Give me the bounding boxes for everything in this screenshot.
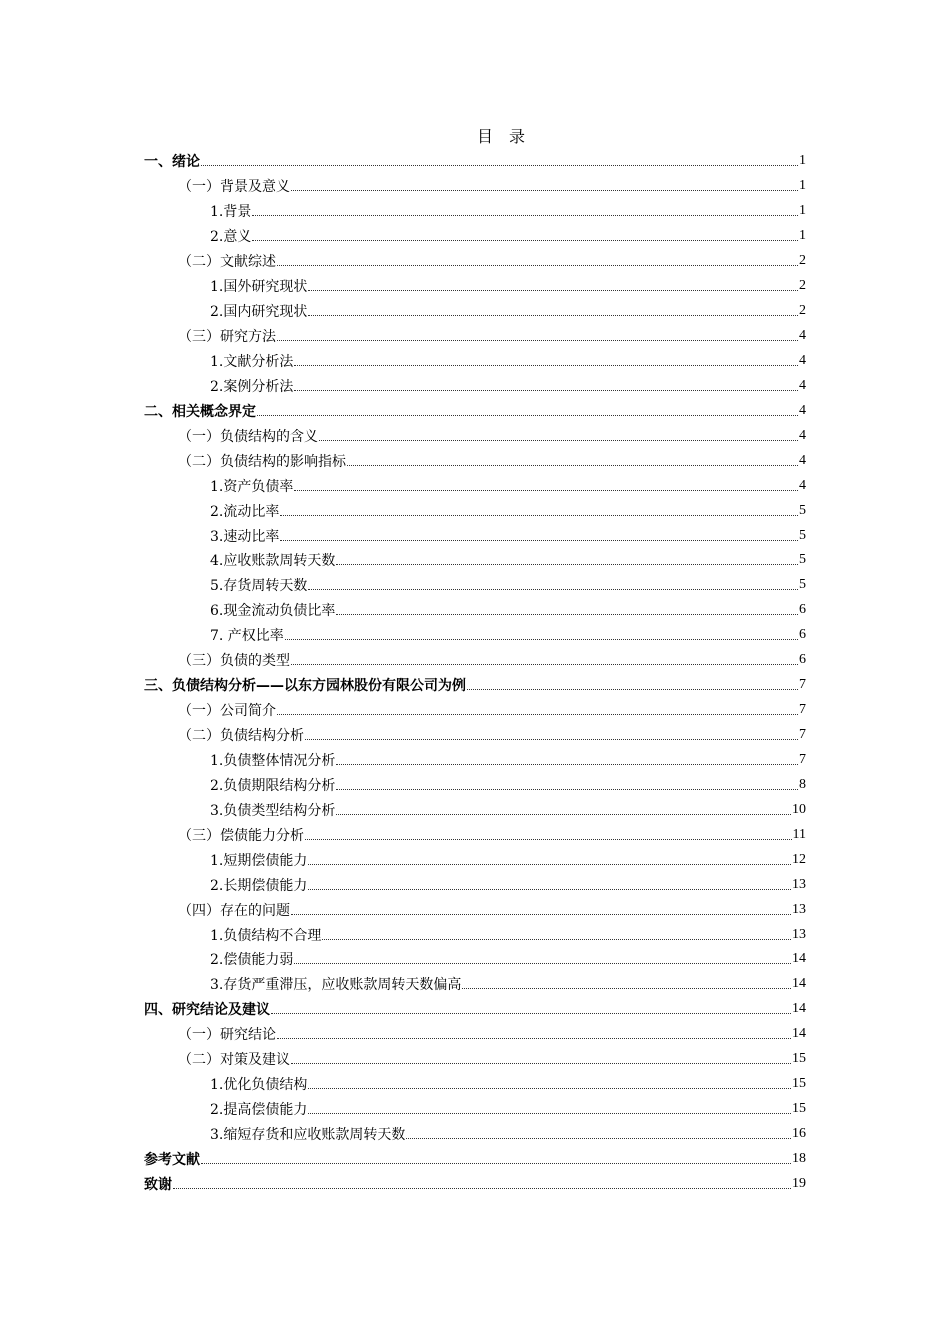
toc-entry-page-number: 15 (792, 1101, 806, 1117)
toc-entry-label: 1.优化负债结构 (210, 1077, 308, 1094)
toc-entry[interactable] (144, 1022, 806, 1047)
toc-entry-page-number: 6 (799, 602, 806, 618)
toc-dot-leader (294, 952, 791, 966)
toc-entry[interactable] (144, 897, 806, 922)
toc-entry[interactable] (144, 997, 806, 1022)
toc-entry[interactable] (144, 947, 806, 972)
toc-entry-label: 3.速动比率 (210, 528, 280, 545)
toc-entry-label: 三、负债结构分析——以东方园林股份有限公司为例 (144, 678, 466, 695)
toc-entry[interactable] (144, 473, 806, 498)
toc-entry-page-number: 4 (799, 377, 806, 393)
toc-entry-page-number: 2 (799, 303, 806, 319)
toc-entry[interactable] (144, 448, 806, 473)
toc-dot-leader (277, 703, 798, 717)
toc-entry-page-number: 13 (792, 876, 806, 892)
toc-entry-label: 7. 产权比率 (210, 628, 284, 645)
toc-entry[interactable] (144, 299, 806, 324)
toc-entry-label: 致谢 (144, 1176, 172, 1193)
toc-entry-page-number: 10 (792, 801, 806, 817)
toc-dot-leader (252, 229, 798, 243)
toc-entry[interactable] (144, 498, 806, 523)
toc-entry-label: （二）对策及建议 (178, 1052, 290, 1069)
toc-dot-leader (305, 728, 798, 742)
toc-entry-label: 3.负债类型结构分析 (210, 802, 336, 819)
toc-entry-page-number: 16 (792, 1126, 806, 1142)
toc-entry[interactable] (144, 324, 806, 349)
toc-entry-label: 四、研究结论及建议 (144, 1002, 270, 1019)
toc-entry-page-number: 1 (799, 203, 806, 219)
toc-entry[interactable] (144, 1171, 806, 1196)
toc-dot-leader (277, 1027, 791, 1041)
toc-entry-label: （二）文献综述 (178, 254, 276, 271)
toc-entry-page-number: 18 (792, 1150, 806, 1166)
toc-entry-label: 3.存货严重滞压，应收账款周转天数偏高 (210, 977, 462, 994)
toc-entry-label: （三）研究方法 (178, 329, 276, 346)
toc-entry-label: 参考文献 (144, 1151, 200, 1168)
toc-entry-label: 3.缩短存货和应收账款周转天数 (210, 1127, 406, 1144)
toc-dot-leader (201, 154, 798, 168)
toc-entry[interactable] (144, 623, 806, 648)
toc-entry-page-number: 4 (799, 328, 806, 344)
toc-dot-leader (322, 928, 791, 942)
toc-entry[interactable] (144, 648, 806, 673)
toc-entry-label: （一）背景及意义 (178, 179, 290, 196)
toc-entry-label: 6.现金流动负债比率 (210, 603, 336, 620)
toc-title (0, 124, 950, 147)
toc-entry-page-number: 4 (799, 477, 806, 493)
toc-entry-page-number: 13 (792, 926, 806, 942)
toc-entry-page-number: 4 (799, 402, 806, 418)
toc-entry[interactable] (144, 673, 806, 698)
toc-dot-leader (291, 1052, 791, 1066)
toc-entry-page-number: 6 (799, 627, 806, 643)
toc-entry[interactable] (144, 972, 806, 997)
toc-dot-leader (336, 778, 798, 792)
toc-entry-page-number: 5 (799, 527, 806, 543)
toc-entry-label: 2.意义 (210, 229, 252, 246)
toc-entry[interactable] (144, 1122, 806, 1147)
toc-entry-page-number: 12 (792, 851, 806, 867)
toc-entry[interactable] (144, 1147, 806, 1172)
toc-dot-leader (308, 304, 798, 318)
toc-entry-label: 1.国外研究现状 (210, 279, 308, 296)
toc-entry-label: （三）偿债能力分析 (178, 827, 304, 844)
toc-entry[interactable] (144, 1072, 806, 1097)
toc-entry[interactable] (144, 373, 806, 398)
toc-entry-label: （二）负债结构分析 (178, 728, 304, 745)
toc-entry-page-number: 2 (799, 278, 806, 294)
toc-entry-page-number: 2 (799, 253, 806, 269)
toc-entry[interactable] (144, 199, 806, 224)
toc-entry-page-number: 1 (799, 228, 806, 244)
toc-entry-page-number: 7 (799, 702, 806, 718)
toc-entry-label: 5.存货周转天数 (210, 578, 308, 595)
toc-entry[interactable] (144, 822, 806, 847)
toc-dot-leader (406, 1127, 791, 1141)
toc-entry[interactable] (144, 598, 806, 623)
toc-entry-label: 一、绪论 (144, 154, 200, 171)
toc-entry[interactable] (144, 772, 806, 797)
toc-entry-label: 1.短期偿债能力 (210, 852, 308, 869)
toc-list (144, 149, 806, 1196)
toc-entry[interactable] (144, 698, 806, 723)
toc-dot-leader (173, 1177, 791, 1191)
toc-entry-page-number: 7 (799, 727, 806, 743)
toc-entry[interactable] (144, 174, 806, 199)
toc-dot-leader (308, 853, 791, 867)
toc-entry-label: 2.长期偿债能力 (210, 877, 308, 894)
toc-entry-label: 2.流动比率 (210, 503, 280, 520)
toc-dot-leader (308, 878, 791, 892)
toc-entry-page-number: 4 (799, 452, 806, 468)
toc-entry[interactable] (144, 872, 806, 897)
toc-dot-leader (285, 628, 798, 642)
toc-entry-page-number: 13 (792, 901, 806, 917)
toc-entry-label: 1.背景 (210, 204, 252, 221)
toc-entry-label: 2.偿债能力弱 (210, 952, 294, 969)
toc-entry-label: 2.提高偿债能力 (210, 1102, 308, 1119)
toc-entry[interactable] (144, 274, 806, 299)
toc-entry-page-number: 4 (799, 352, 806, 368)
toc-entry[interactable] (144, 1097, 806, 1122)
toc-entry-page-number: 14 (792, 976, 806, 992)
toc-entry-label: （三）负债的类型 (178, 653, 290, 670)
toc-entry-label: 2.案例分析法 (210, 378, 294, 395)
toc-dot-leader (308, 1077, 791, 1091)
toc-dot-leader (336, 753, 798, 767)
toc-entry[interactable] (144, 922, 806, 947)
toc-entry-page-number: 1 (799, 178, 806, 194)
toc-entry-page-number: 1 (799, 153, 806, 169)
toc-entry[interactable] (144, 748, 806, 773)
toc-entry-page-number: 15 (792, 1051, 806, 1067)
toc-entry[interactable] (144, 423, 806, 448)
toc-entry-page-number: 15 (792, 1076, 806, 1092)
toc-dot-leader (280, 504, 798, 518)
toc-dot-leader (201, 1152, 791, 1166)
toc-dot-leader (271, 1002, 791, 1016)
toc-dot-leader (347, 454, 798, 468)
toc-entry-label: 1.资产负债率 (210, 478, 294, 495)
toc-entry[interactable] (144, 523, 806, 548)
toc-entry-label: 2.负债期限结构分析 (210, 777, 336, 794)
toc-dot-leader (291, 903, 791, 917)
toc-entry-label: 二、相关概念界定 (144, 403, 256, 420)
toc-entry-label: 4.应收账款周转天数 (210, 553, 336, 570)
toc-entry-label: 1.负债结构不合理 (210, 927, 322, 944)
toc-entry[interactable] (144, 723, 806, 748)
toc-entry-label: （一）负债结构的含义 (178, 428, 318, 445)
toc-entry-label: （一）公司简介 (178, 703, 276, 720)
toc-entry[interactable] (144, 349, 806, 374)
toc-title-text: 目 录 (476, 127, 525, 146)
toc-entry[interactable] (144, 797, 806, 822)
toc-entry-page-number: 5 (799, 577, 806, 593)
toc-entry-page-number: 14 (792, 951, 806, 967)
toc-entry[interactable] (144, 1047, 806, 1072)
toc-entry[interactable] (144, 249, 806, 274)
toc-entry-page-number: 11 (792, 826, 806, 842)
toc-dot-leader (291, 179, 798, 193)
toc-dot-leader (467, 678, 798, 692)
toc-entry-page-number: 7 (799, 751, 806, 767)
toc-entry-label: 1.文献分析法 (210, 353, 294, 370)
toc-dot-leader (294, 379, 798, 393)
toc-entry[interactable] (144, 847, 806, 872)
toc-entry-page-number: 19 (792, 1175, 806, 1191)
toc-entry-page-number: 5 (799, 502, 806, 518)
toc-dot-leader (257, 404, 798, 418)
toc-entry-label: 1.负债整体情况分析 (210, 752, 336, 769)
toc-dot-leader (294, 354, 798, 368)
toc-entry[interactable] (144, 149, 806, 174)
toc-dot-leader (294, 479, 798, 493)
toc-dot-leader (308, 279, 798, 293)
toc-entry[interactable] (144, 548, 806, 573)
toc-entry-page-number: 4 (799, 427, 806, 443)
toc-entry-label: （一）研究结论 (178, 1027, 276, 1044)
toc-dot-leader (277, 254, 798, 268)
toc-dot-leader (336, 803, 791, 817)
toc-dot-leader (280, 529, 798, 543)
toc-entry-label: 2.国内研究现状 (210, 304, 308, 321)
toc-entry-page-number: 6 (799, 652, 806, 668)
toc-dot-leader (336, 603, 798, 617)
toc-dot-leader (305, 828, 792, 842)
toc-entry[interactable] (144, 573, 806, 598)
toc-dot-leader (308, 1102, 791, 1116)
toc-entry-label: （二）负债结构的影响指标 (178, 453, 346, 470)
toc-entry-page-number: 5 (799, 552, 806, 568)
toc-entry-page-number: 8 (799, 776, 806, 792)
toc-entry-label: （四）存在的问题 (178, 902, 290, 919)
toc-entry[interactable] (144, 224, 806, 249)
toc-dot-leader (291, 653, 798, 667)
toc-dot-leader (319, 429, 798, 443)
toc-dot-leader (252, 204, 798, 218)
toc-entry-page-number: 14 (792, 1026, 806, 1042)
toc-entry-page-number: 14 (792, 1001, 806, 1017)
toc-dot-leader (277, 329, 798, 343)
toc-entry-page-number: 7 (799, 677, 806, 693)
toc-dot-leader (308, 578, 798, 592)
toc-dot-leader (462, 977, 791, 991)
toc-dot-leader (336, 553, 798, 567)
toc-entry[interactable] (144, 398, 806, 423)
